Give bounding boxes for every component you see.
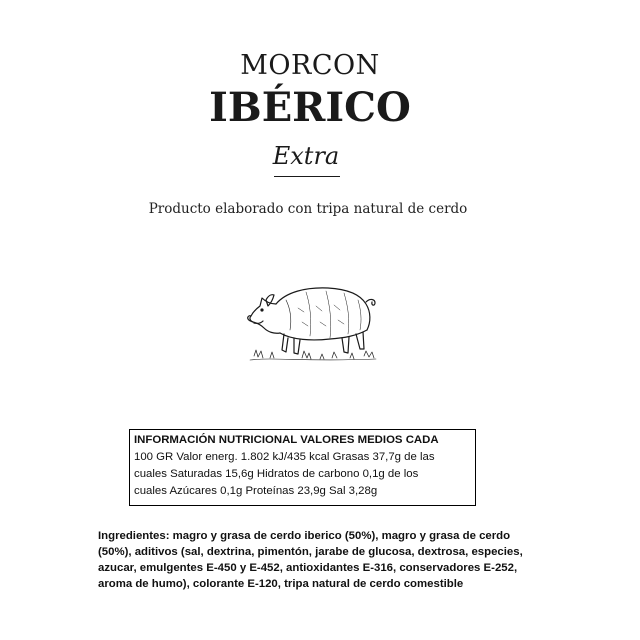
product-name-line1: MORCON	[240, 50, 380, 81]
ingredients-line: azucar, emulgentes E-450 y E-452, antioxidantes E-316, conservadores E-252,	[98, 562, 518, 574]
nutrition-line: cuales Azúcares 0,1g Proteínas 23,9g Sal 3,28g	[134, 485, 378, 497]
ingredients-line: aroma de humo), colorante E-120, tripa natural de cerdo comestible	[98, 578, 464, 590]
title-underline	[274, 176, 340, 177]
nutrition-line: 100 GR Valor energ. 1.802 kJ/435 kcal Grasas 37,7g de las	[134, 451, 435, 463]
nutrition-info-box	[129, 429, 476, 506]
product-grade: Extra	[272, 142, 340, 170]
pig-illustration-icon	[246, 278, 380, 364]
ingredients-line: (50%), aditivos (sal, dextrina, pimentón, jarabe de glucosa, dextrosa, especies,	[98, 546, 523, 558]
nutrition-line: cuales Saturadas 15,6g Hidratos de carbono 0,1g de los	[134, 468, 419, 480]
nutrition-header: INFORMACIÓN NUTRICIONAL VALORES MEDIOS CADA	[134, 434, 439, 446]
product-name-line2: IBÉRICO	[209, 84, 411, 131]
ingredients-text	[98, 528, 558, 592]
product-description: Producto elaborado con tripa natural de cerdo	[148, 201, 468, 217]
ingredients-line: Ingredientes: magro y grasa de cerdo iberico (50%), magro y grasa de cerdo	[98, 530, 511, 542]
